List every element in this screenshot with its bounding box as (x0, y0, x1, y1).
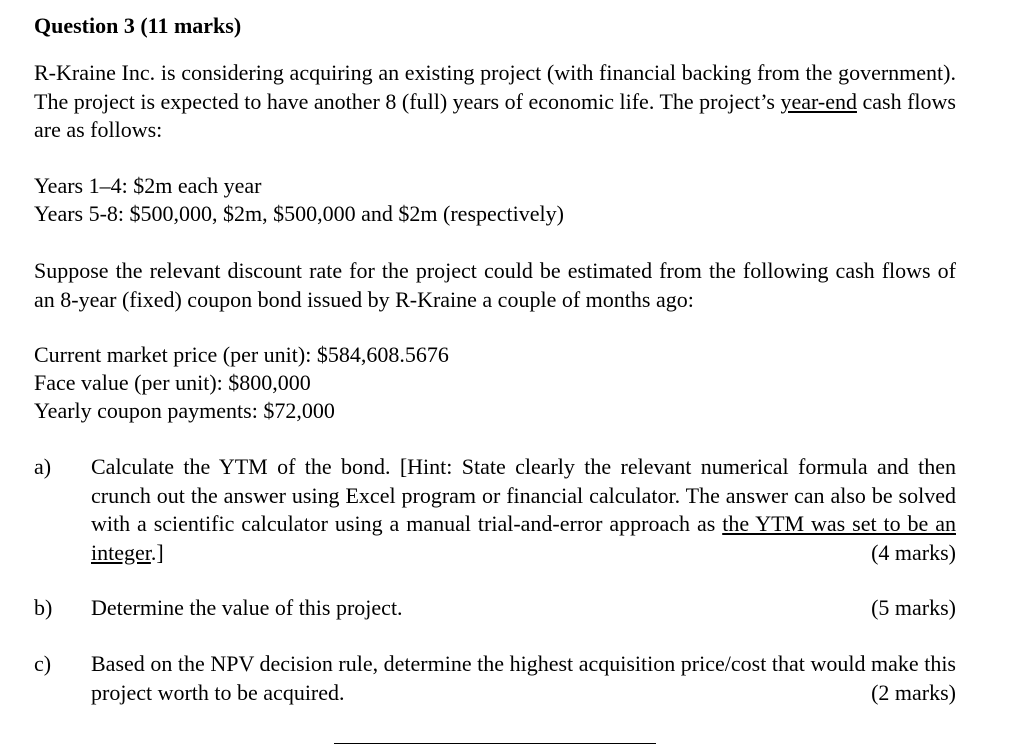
question-b-marks: (5 marks) (871, 595, 956, 620)
bond-price-line: Current market price (per unit): $584,608.5676 (34, 342, 449, 367)
discount-paragraph: Suppose the relevant discount rate for the project could be estimated from the following cash flows of an 8-year (fixed) coupon bond issued by R-Kraine a couple of months ago: (34, 258, 956, 312)
intro-text-1: R-Kraine Inc. is considering acquiring an existing project (with financial backing from the government). The project is expected to have another 8 (full) years of economic life. The project’s (34, 60, 956, 114)
question-b-body: Determine the value of this project. (91, 595, 403, 620)
question-a-marks: (4 marks) (871, 539, 956, 565)
intro-text-2: cash flows are as follows: (34, 88, 956, 142)
question-a-underlined: the YTM was set to be an integer (91, 511, 956, 565)
cash-flow-line-2: Years 5-8: $500,000, $2m, $500,000 and $2m (respectively) (34, 201, 564, 226)
question-c-marks: (2 marks) (871, 679, 956, 705)
question-c-body: Based on the NPV decision rule, determine the highest acquisition price/cost that would make this project worth to be acquired. (91, 651, 956, 705)
question-title: Question 3 (11 marks) (34, 13, 242, 38)
bond-coupon-line: Yearly coupon payments: $72,000 (34, 398, 335, 423)
question-b-label: b) (34, 595, 53, 620)
bond-face-value-line: Face value (per unit): $800,000 (34, 370, 311, 395)
cash-flow-line-1: Years 1–4: $2m each year (34, 173, 262, 198)
end-divider (334, 743, 656, 744)
question-a-label: a) (34, 454, 52, 479)
intro-paragraph (34, 59, 956, 145)
question-c-text (91, 650, 956, 707)
intro-underlined-text: year-end (780, 88, 857, 114)
question-b-text (91, 594, 956, 623)
question-a-end: .] (150, 539, 164, 565)
question-c-label: c) (34, 651, 52, 676)
question-a-text (91, 453, 956, 567)
question-a-body: Calculate the YTM of the bond. [Hint: State clearly the relevant numerical formula and then crunch out the answer using Excel program or financial calculator. The answer can also be solved with a scientific calculator using a manual trial-and-error approach as (91, 454, 956, 536)
